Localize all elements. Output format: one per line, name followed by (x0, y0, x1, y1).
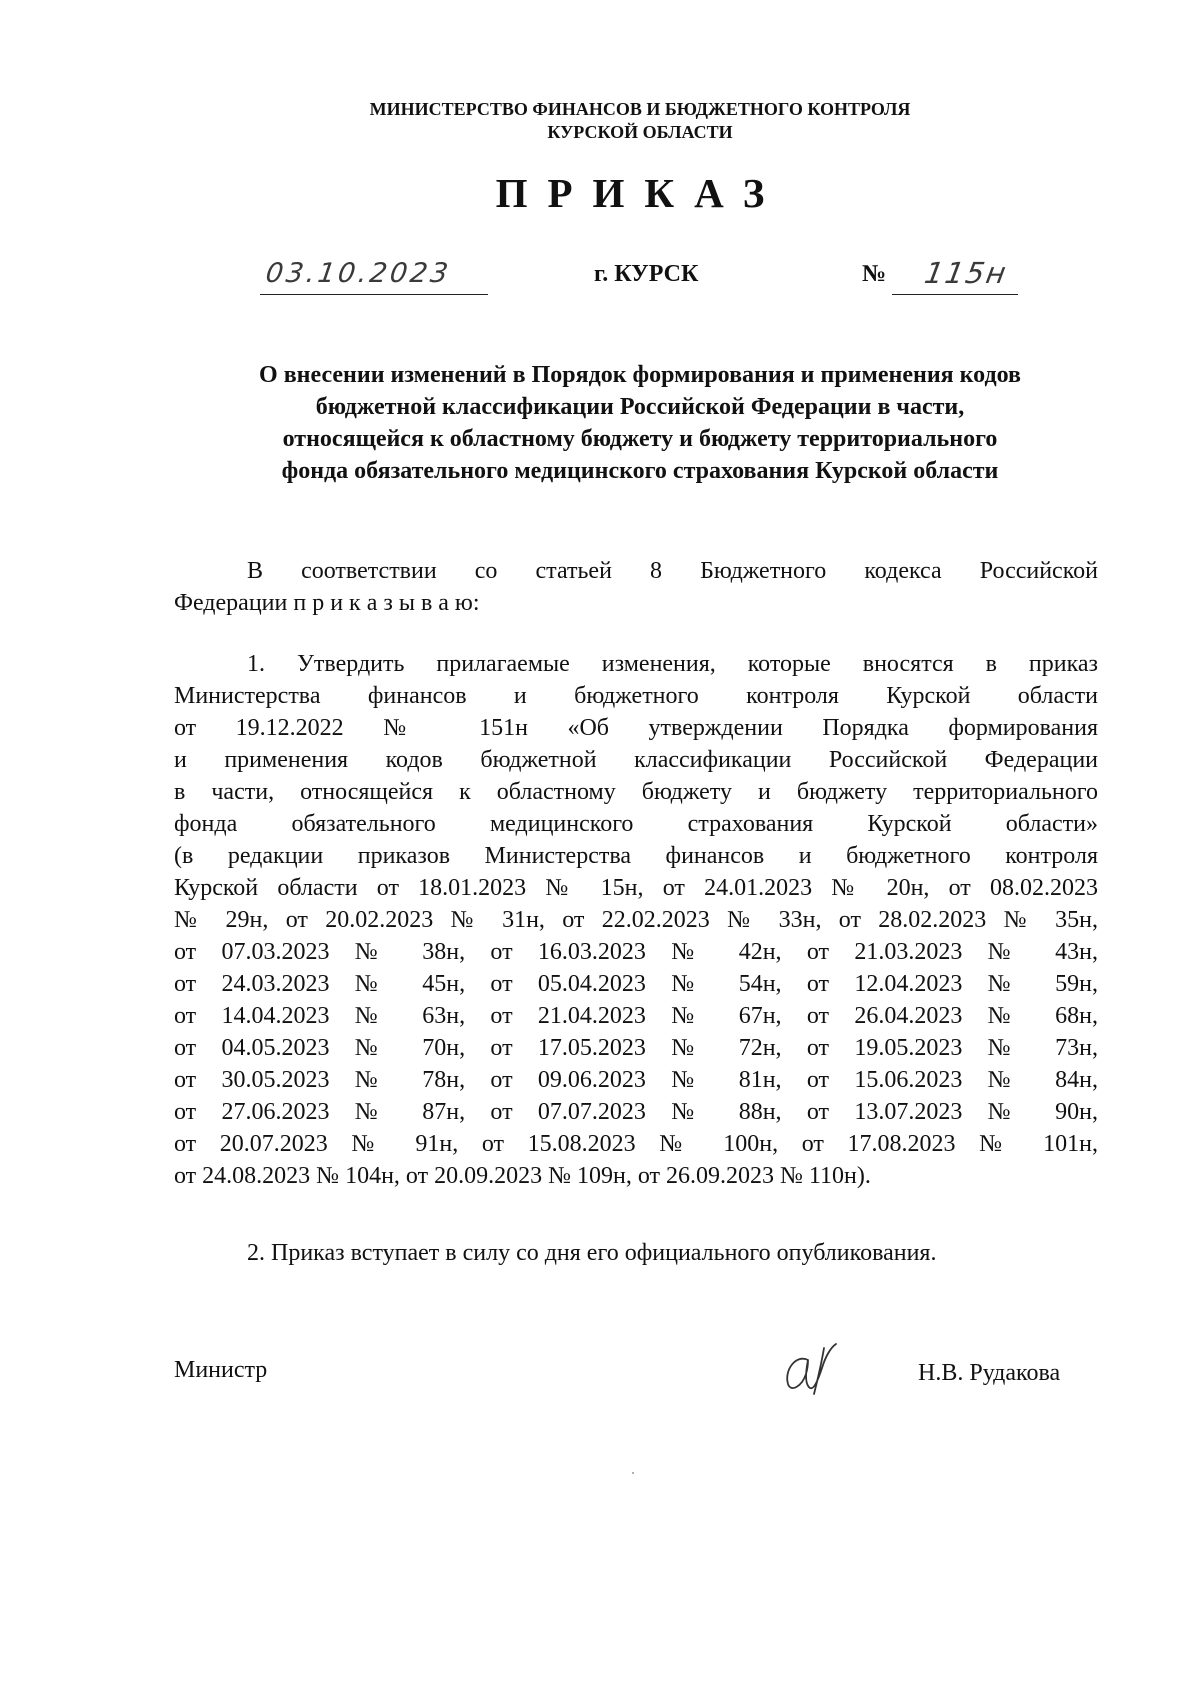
item-1-line: Министерства финансов и бюджетного контроля Курской области (174, 683, 1098, 709)
item-1-line: № 29н, от 20.02.2023 № 31н, от 22.02.2023 № 33н, от 28.02.2023 № 35н, (174, 907, 1098, 933)
subject-line: бюджетной классификации Российской Федерации в части, (315, 394, 965, 420)
ministry-name-line1: МИНИСТЕРСТВО ФИНАНСОВ И БЮДЖЕТНОГО КОНТРОЛЯ (369, 99, 911, 119)
item-1-line: Курской области от 18.01.2023 № 15н, от 24.01.2023 № 20н, от 08.02.2023 (174, 875, 1098, 901)
subject-line: относящейся к областному бюджету и бюджету территориального (282, 426, 998, 452)
item-2-paragraph: 2. Приказ вступает в силу со дня его официального опубликования. (247, 1240, 937, 1266)
document-number: 115н (922, 256, 1011, 290)
item-1-paragraph (174, 648, 1098, 1192)
item-1-line: от 14.04.2023 № 63н, от 21.04.2023 № 67н, от 26.04.2023 № 68н, (174, 1003, 1098, 1029)
ministry-name-line2: КУРСКОЙ ОБЛАСТИ (547, 122, 733, 142)
item-1-line: от 24.03.2023 № 45н, от 05.04.2023 № 54н, от 12.04.2023 № 59н, (174, 971, 1098, 997)
subject-line: фонда обязательного медицинского страхования Курской области (281, 458, 999, 484)
document-date: 03.10.2023 (263, 258, 453, 289)
item-1-line: 1. Утвердить прилагаемые изменения, которые вносятся в приказ (247, 651, 1098, 677)
preamble-paragraph (174, 555, 1098, 619)
item-1-line: и применения кодов бюджетной классификации Российской Федерации (174, 747, 1098, 773)
document-subject (172, 359, 1108, 487)
subject-line: О внесении изменений в Порядок формирования и применения кодов (259, 362, 1021, 388)
item-1-line: от 19.12.2022 № 151н «Об утверждении Порядка формирования (174, 715, 1098, 741)
document-city: г. КУРСК (594, 261, 699, 287)
scan-speck (632, 1472, 634, 1474)
item-1-line: от 24.08.2023 № 104н, от 20.09.2023 № 109н, от 26.09.2023 № 110н). (174, 1163, 871, 1189)
item-1-line: от 20.07.2023 № 91н, от 15.08.2023 № 100н, от 17.08.2023 № 101н, (174, 1131, 1098, 1157)
item-1-line: от 27.06.2023 № 87н, от 07.07.2023 № 88н, от 13.07.2023 № 90н, (174, 1099, 1098, 1125)
document-type-title: ПРИКАЗ (495, 170, 785, 216)
item-1-line: в части, относящейся к областному бюджету и бюджету территориального (174, 779, 1098, 805)
preamble-line: В соответствии со статьей 8 Бюджетного кодекса Российской (247, 558, 1098, 584)
item-1-line: от 30.05.2023 № 78н, от 09.06.2023 № 81н, от 15.06.2023 № 84н, (174, 1067, 1098, 1093)
number-sign: № (862, 261, 887, 287)
handwritten-signature (778, 1340, 844, 1401)
preamble-line: Федерации п р и к а з ы в а ю: (174, 590, 480, 616)
signature-scribble-icon (778, 1340, 844, 1396)
signer-name: Н.В. Рудакова (918, 1360, 1061, 1386)
ministry-header (0, 98, 1200, 144)
item-1-line: от 07.03.2023 № 38н, от 16.03.2023 № 42н, от 21.03.2023 № 43н, (174, 939, 1098, 965)
signer-position: Министр (174, 1357, 268, 1383)
item-1-line: (в редакции приказов Министерства финансов и бюджетного контроля (174, 843, 1098, 869)
item-1-line: фонда обязательного медицинского страхования Курской области» (174, 811, 1098, 837)
item-1-line: от 04.05.2023 № 70н, от 17.05.2023 № 72н, от 19.05.2023 № 73н, (174, 1035, 1098, 1061)
